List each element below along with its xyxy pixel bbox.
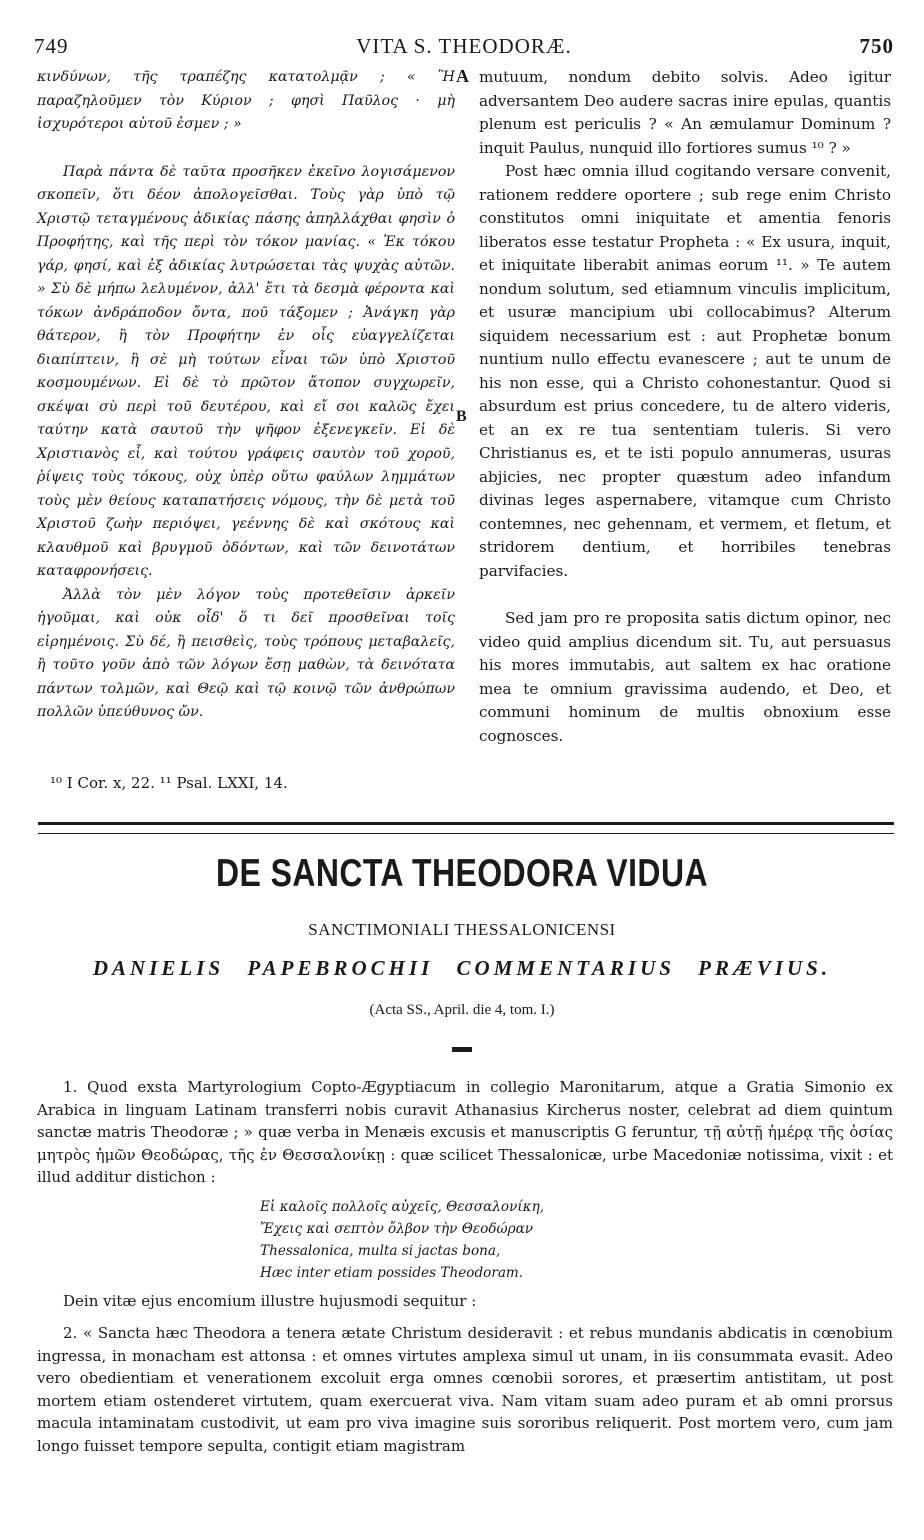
body-paragraph-2: [37, 1322, 893, 1457]
paragraph-text: 2. « Sancta hæc Theodora a tenera ætate Christum desideravit : et rebus mundanis abdicatis in cœnobium ingressa, in monacham est attonsa : et omnes virtutes amplexa simul ut unam, in iis consummata evasit. Adeo vero obedientiam et venerationem excoluit erga omnes cœnobii sorores, et præsertim antistitam, ut post mortem etiam ostenderet virtutem, quam exercuerat viva. Nam vitam suam adeo puram et ab omni prorsus macula intaminatam custodivit, ut eam pro viva imagine suis sororibus reliquerit. Post mortem vero, cum jam longo fuisset tempore sepulta, contigit etiam magistram: [37, 1324, 893, 1455]
distichon: [260, 1196, 780, 1284]
body-paragraph-1: [37, 1076, 893, 1189]
paragraph-text: Dein vitæ ejus encomium illustre hujusmodi sequitur :: [63, 1292, 477, 1310]
page-number-right: 750: [859, 34, 894, 58]
commentary-author: DANIELIS PAPEBROCHII COMMENTARIUS PRÆVIUS.: [92, 956, 832, 980]
running-title: VITA S. THEODORÆ.: [356, 34, 572, 58]
latin-paragraph: Post hæc omnia illud cogitando versare convenit, rationem reddere oportere ; sub rege enim Christo constitutos omni iniquitate et amentia fenoris liberatos esse testatur Propheta : « Ex usura, inquit, et iniquitate liberabit animas eorum ¹¹. » Te autem nondum solutum, sed etiamnum vinculis implicitum, et usuræ mancipium ubi collocabimus? Alterum siquidem necessarium est : aut Prophetæ bonum nuntium nullo effectu evanescere ; aut te unum de his non esse, qui a Christo cohonestantur. Quod si absurdum est prius concedere, tu de altero videris, et an ex re tua sententiam tuleris. Si vero Christianus es, et te isti populo annumeras, usuras abjicies, nec propter quæstum adeo infandum divinas leges aspernabere, vitamque cum Christo contemnes, nec gehennam, et vermem, et fletum, et stridorem dentium, et horribiles tenebras parvifacies.: [479, 162, 891, 580]
verse-line: Hæc inter etiam possides Theodoram.: [260, 1265, 524, 1281]
section-subtitle: SANCTIMONIALI THESSALONICENSI: [308, 920, 616, 939]
running-head: [34, 34, 894, 60]
greek-paragraph: Ἀλλὰ τὸν μὲν λόγον τοὺς προτεθεῖσιν ἀρκεῖν ἡγοῦμαι, καὶ οὐκ οἶδ' ὅ τι δεῖ προσθεῖναι τοῖς εἰρημένοις. Σὺ δέ, ἢ πεισθεὶς, τοὺς τρόπους μεταβαλεῖς, ἢ τοῦτο γοῦν ἀπὸ τῶν λόγων ἔσῃ μαθὼν, τὰ δεινότατα πάντων τολμῶν, καὶ Θεῷ καὶ τῷ κοινῷ τῶν ἀνθρώπων πολλῶν ὑπεύθυνος ὤν.: [37, 586, 455, 720]
greek-paragraph: Παρὰ πάντα δὲ ταῦτα προσῆκεν ἐκεῖνο λογισάμενον σκοπεῖν, ὅτι δέον ἀπολογεῖσθαι. Τοὺς γὰρ ὑπὸ τῷ Χριστῷ τεταγμένους ἀδικίας πάσης ἀπηλλάχθαι φησὶν ὁ Προφήτης, καὶ τῆς περὶ τὸν τόκον μανίας. « Ἐκ τόκου γάρ, φησί, καὶ ἐξ ἀδικίας λυτρώσεται τὰς ψυχὰς αὐτῶν. » Σὺ δὲ μήπω λελυμένον, ἀλλ' ἔτι τὰ δεσμὰ φέροντα καὶ τόκων ἀνδράποδον ὄντα, ποῦ τάξομεν ; Ἀνάγκη γὰρ θάτερον, ἢ τὸν Προφήτην ἐν οἷς εὐαγγελίζεται διαπίπτειν, ἢ σὲ μὴ τούτων εἶναι τῶν ὑπὸ Χριστοῦ κοσμουμένων. Εἰ δὲ τὸ πρῶτον ἄτοπον συγχωρεῖν, σκέψαι σὺ περὶ τοῦ δευτέρου, καὶ εἴ σοι καλῶς ἔχει ταύτην κατὰ σαυτοῦ τὴν ψῆφον ἐξενεγκεῖν. Εἰ δὲ Χριστιανὸς εἶ, καὶ τούτου γράφεις σαυτὸν τοῦ χοροῦ, ῥίψεις τοὺς τόκους, οὐχ ὑπὲρ οὕτω φαύλων λημμάτων τοὺς μὲν θείους καταπατήσεις νόμους, τὴν δὲ μετὰ τοῦ Χριστοῦ ζωὴν περιόψει, γεέννης δὲ καὶ σκότους καὶ κλαυθμοῦ καὶ βρυγμοῦ ὀδόντων, καὶ τῶν δεινοτάτων καταφρονήσεις.: [37, 163, 455, 579]
ornament-dash: [452, 1047, 472, 1052]
greek-paragraph: κινδύνων, τῆς τραπέζης κατατολμᾷν ; « Ἢ παραζηλοῦμεν τὸν Κύριον ; φησὶ Παῦλος · μὴ ἰσχυρότεροι αὐτοῦ ἐσμεν ; »: [37, 69, 455, 132]
body-intro-line: [37, 1290, 893, 1313]
margin-marker-a: A: [456, 66, 469, 86]
section-divider: [38, 822, 894, 834]
source-citation: (Acta SS., April. die 4, tom. I.): [369, 1002, 555, 1018]
greek-column: [37, 66, 455, 725]
verse-line: Ἔχεις καὶ σεπτὸν ὄλβον τὴν Θεοδώραν: [260, 1221, 534, 1237]
footnotes: ¹⁰ I Cor. x, 22. ¹¹ Psal. LXXI, 14.: [50, 774, 288, 792]
latin-paragraph: Sed jam pro re proposita satis dictum opinor, nec video quid amplius dicendum sit. Tu, aut persuasus his mores immutabis, aut saltem ex hac oratione mea te omnium gravissima audendo, et Deo, et communi hominum de multis obnoxium esse cognosces.: [479, 609, 891, 745]
paragraph-text: 1. Quod exsta Martyrologium Copto-Ægyptiacum in collegio Maronitarum, atque a Gratia Simonio ex Arabica in linguam Latinam transferri nobis curavit Athanasius Kircherus noster, celebrat ad diem quintum sanctæ matris Theodoræ ; » quæ verba in Menæis excusis et manuscriptis G feruntur, τῇ αὐτῇ ἡμέρᾳ τῆς ὁσίας μητρὸς ἡμῶν Θεοδώρας, τῆς ἐν Θεσσαλονίκῃ : quæ scilicet Thessalonicæ, urbe Macedoniæ notissima, vixit : et illud additur distichon :: [37, 1078, 893, 1186]
page-number-left: 749: [34, 34, 69, 58]
margin-marker-b: B: [456, 408, 467, 425]
section-title: DE SANCTA THEODORA VIDUA: [216, 852, 708, 895]
verse-line: Thessalonica, multa si jactas bona,: [260, 1243, 501, 1259]
latin-paragraph: mutuum, nondum debito solvis. Adeo igitur adversantem Deo audere sacras inire epulas, quantis plenum est periculis ? « An æmulamur Dominum ? inquit Paulus, nunquid illo fortiores sumus ¹⁰ ? »: [479, 68, 891, 157]
latin-column: [479, 66, 891, 748]
verse-line: Εἰ καλοῖς πολλοῖς αὐχεῖς, Θεσσαλονίκη,: [260, 1199, 545, 1215]
